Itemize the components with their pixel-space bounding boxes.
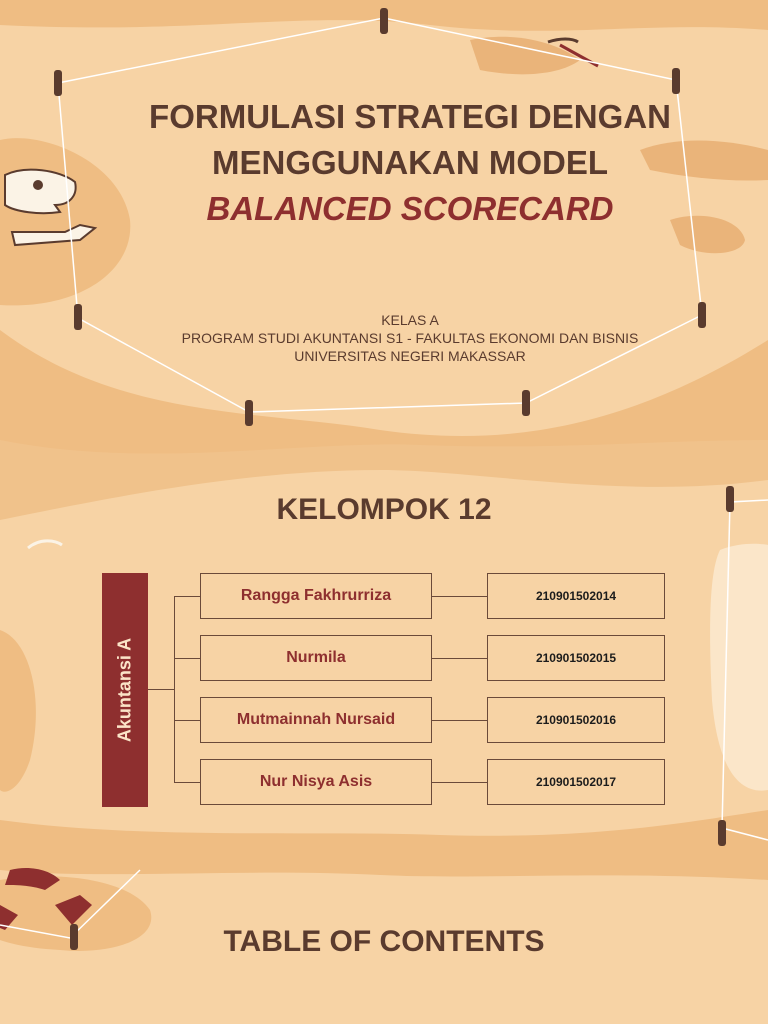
branch-line: [174, 596, 200, 597]
member-id: 210901502015: [487, 635, 665, 681]
class-bar-label: Akuntansi A: [114, 637, 135, 743]
member-id: 210901502016: [487, 697, 665, 743]
link-line: [432, 782, 487, 783]
group-heading: KELOMPOK 12: [276, 493, 492, 526]
member-name: Nurmila: [200, 635, 432, 681]
class-label: KELAS A: [381, 312, 439, 328]
member-name: Rangga Fakhrurriza: [200, 573, 432, 619]
branch-line: [174, 658, 200, 659]
program-label: PROGRAM STUDI AKUNTANSI S1 - FAKULTAS EKONOMI DAN BISNIS: [181, 330, 639, 346]
title-line-2: MENGGUNAKAN MODEL: [212, 144, 608, 181]
member-id: 210901502017: [487, 759, 665, 805]
member-name: Nur Nisya Asis: [200, 759, 432, 805]
branch-line: [174, 782, 200, 783]
member-id: 210901502014: [487, 573, 665, 619]
class-bar: [102, 573, 148, 807]
member-name: Mutmainnah Nursaid: [200, 697, 432, 743]
university-label: UNIVERSITAS NEGERI MAKASSAR: [294, 348, 526, 364]
branch-line: [174, 720, 200, 721]
title-line-3: BALANCED SCORECARD: [206, 190, 614, 227]
toc-heading: TABLE OF CONTENTS: [223, 925, 545, 958]
tree-trunk: [174, 596, 175, 782]
bar-connector: [148, 689, 174, 690]
link-line: [432, 720, 487, 721]
link-line: [432, 596, 487, 597]
link-line: [432, 658, 487, 659]
title-line-1: FORMULASI STRATEGI DENGAN: [149, 98, 671, 135]
